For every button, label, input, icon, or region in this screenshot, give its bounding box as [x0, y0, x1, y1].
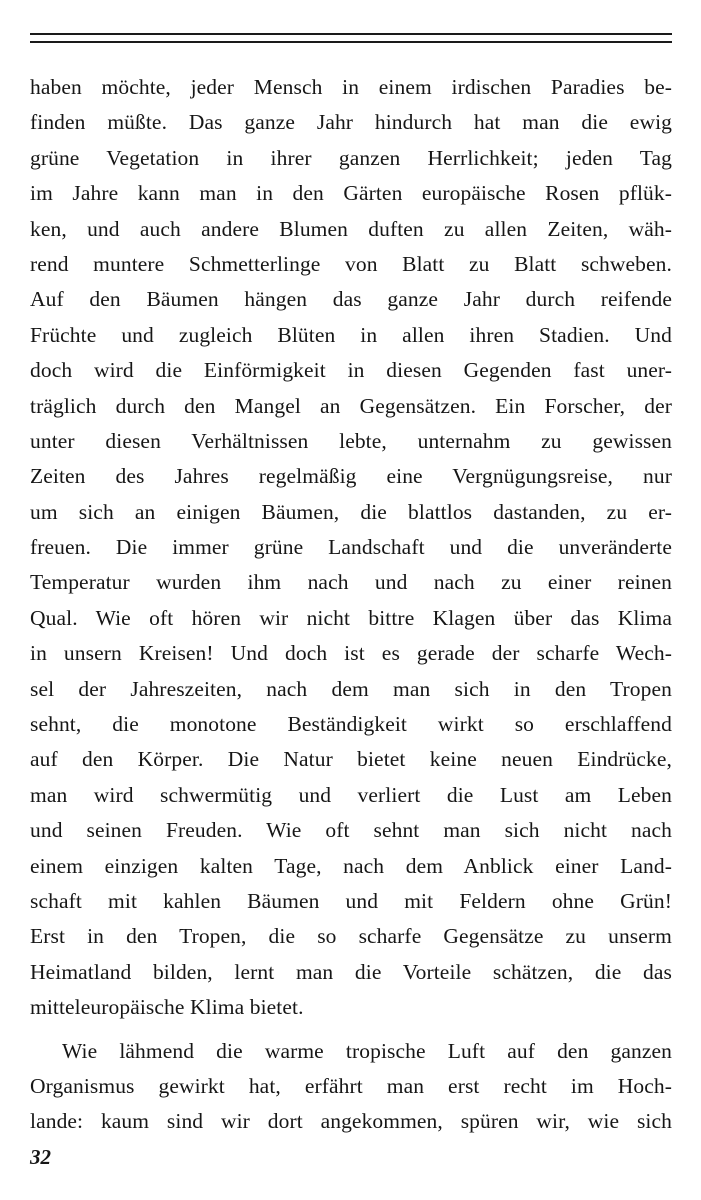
text-line: Früchte und zugleich Blüten in allen ihren Stadien. Und [30, 322, 672, 347]
text-line: Heimatland bilden, lernt man die Vorteile schätzen, die das [30, 959, 672, 984]
text-line: lande: kaum sind wir dort angekommen, spüren wir, wie sich [30, 1109, 672, 1134]
text-line: Organismus gewirkt hat, erfährt man erst recht im Hoch- [30, 1073, 672, 1098]
text-line: finden müßte. Das ganze Jahr hindurch hat man die ewig [30, 110, 672, 135]
paragraph-gap [30, 1026, 672, 1034]
text-line: im Jahre kann man in den Gärten europäische Rosen pflük- [30, 181, 672, 206]
text-line: Wie lähmend die warme tropische Luft auf den ganzen [62, 1038, 672, 1063]
text-line: Auf den Bäumen hängen das ganze Jahr durch reifende [30, 287, 672, 312]
text-line: einem einzigen kalten Tage, nach dem Anblick einer Land- [30, 853, 672, 878]
text-line: Zeiten des Jahres regelmäßig eine Vergnügungsreise, nur [30, 464, 672, 489]
text-line: Erst in den Tropen, die so scharfe Gegensätze zu unserm [30, 924, 672, 949]
text-line: unter diesen Verhältnissen lebte, unternahm zu gewissen [30, 428, 672, 453]
body-text [30, 70, 672, 1140]
text-line: grüne Vegetation in ihrer ganzen Herrlichkeit; jeden Tag [30, 145, 672, 170]
text-line: Qual. Wie oft hören wir nicht bittre Klagen über das Klima [30, 605, 672, 630]
text-line: haben möchte, jeder Mensch in einem irdischen Paradies be- [30, 75, 672, 99]
paragraph-1 [30, 70, 672, 1026]
text-line: auf den Körper. Die Natur bietet keine neuen Eindrücke, [30, 747, 672, 772]
text-line: man wird schwermütig und verliert die Lust am Leben [30, 782, 672, 807]
page-number: 32 [30, 1145, 51, 1169]
text-line: träglich durch den Mangel an Gegensätzen. Ein Forscher, der [30, 393, 672, 418]
text-line: freuen. Die immer grüne Landschaft und die unveränderte [30, 535, 672, 560]
text-line: mitteleuropäische Klima bietet. [30, 995, 304, 1020]
header-rule-bottom [30, 41, 672, 43]
text-line: schaft mit kahlen Bäumen und mit Feldern ohne Grün! [30, 888, 672, 913]
text-line: in unsern Kreisen! Und doch ist es gerade der scharfe Wech- [30, 641, 672, 666]
header-rule-top [30, 33, 672, 35]
text-line: Temperatur wurden ihm nach und nach zu einer reinen [30, 570, 672, 595]
text-line: ken, und auch andere Blumen duften zu allen Zeiten, wäh- [30, 216, 672, 241]
text-line: und seinen Freuden. Wie oft sehnt man sich nicht nach [30, 818, 672, 843]
text-line: sehnt, die monotone Beständigkeit wirkt so erschlaffend [30, 712, 672, 737]
text-line: doch wird die Einförmigkeit in diesen Gegenden fast uner- [30, 358, 672, 383]
text-line: um sich an einigen Bäumen, die blattlos dastanden, zu er- [30, 499, 672, 524]
paragraph-2 [30, 1034, 672, 1140]
text-line: sel der Jahreszeiten, nach dem man sich in den Tropen [30, 676, 672, 701]
text-line: rend muntere Schmetterlinge von Blatt zu Blatt schweben. [30, 251, 672, 276]
